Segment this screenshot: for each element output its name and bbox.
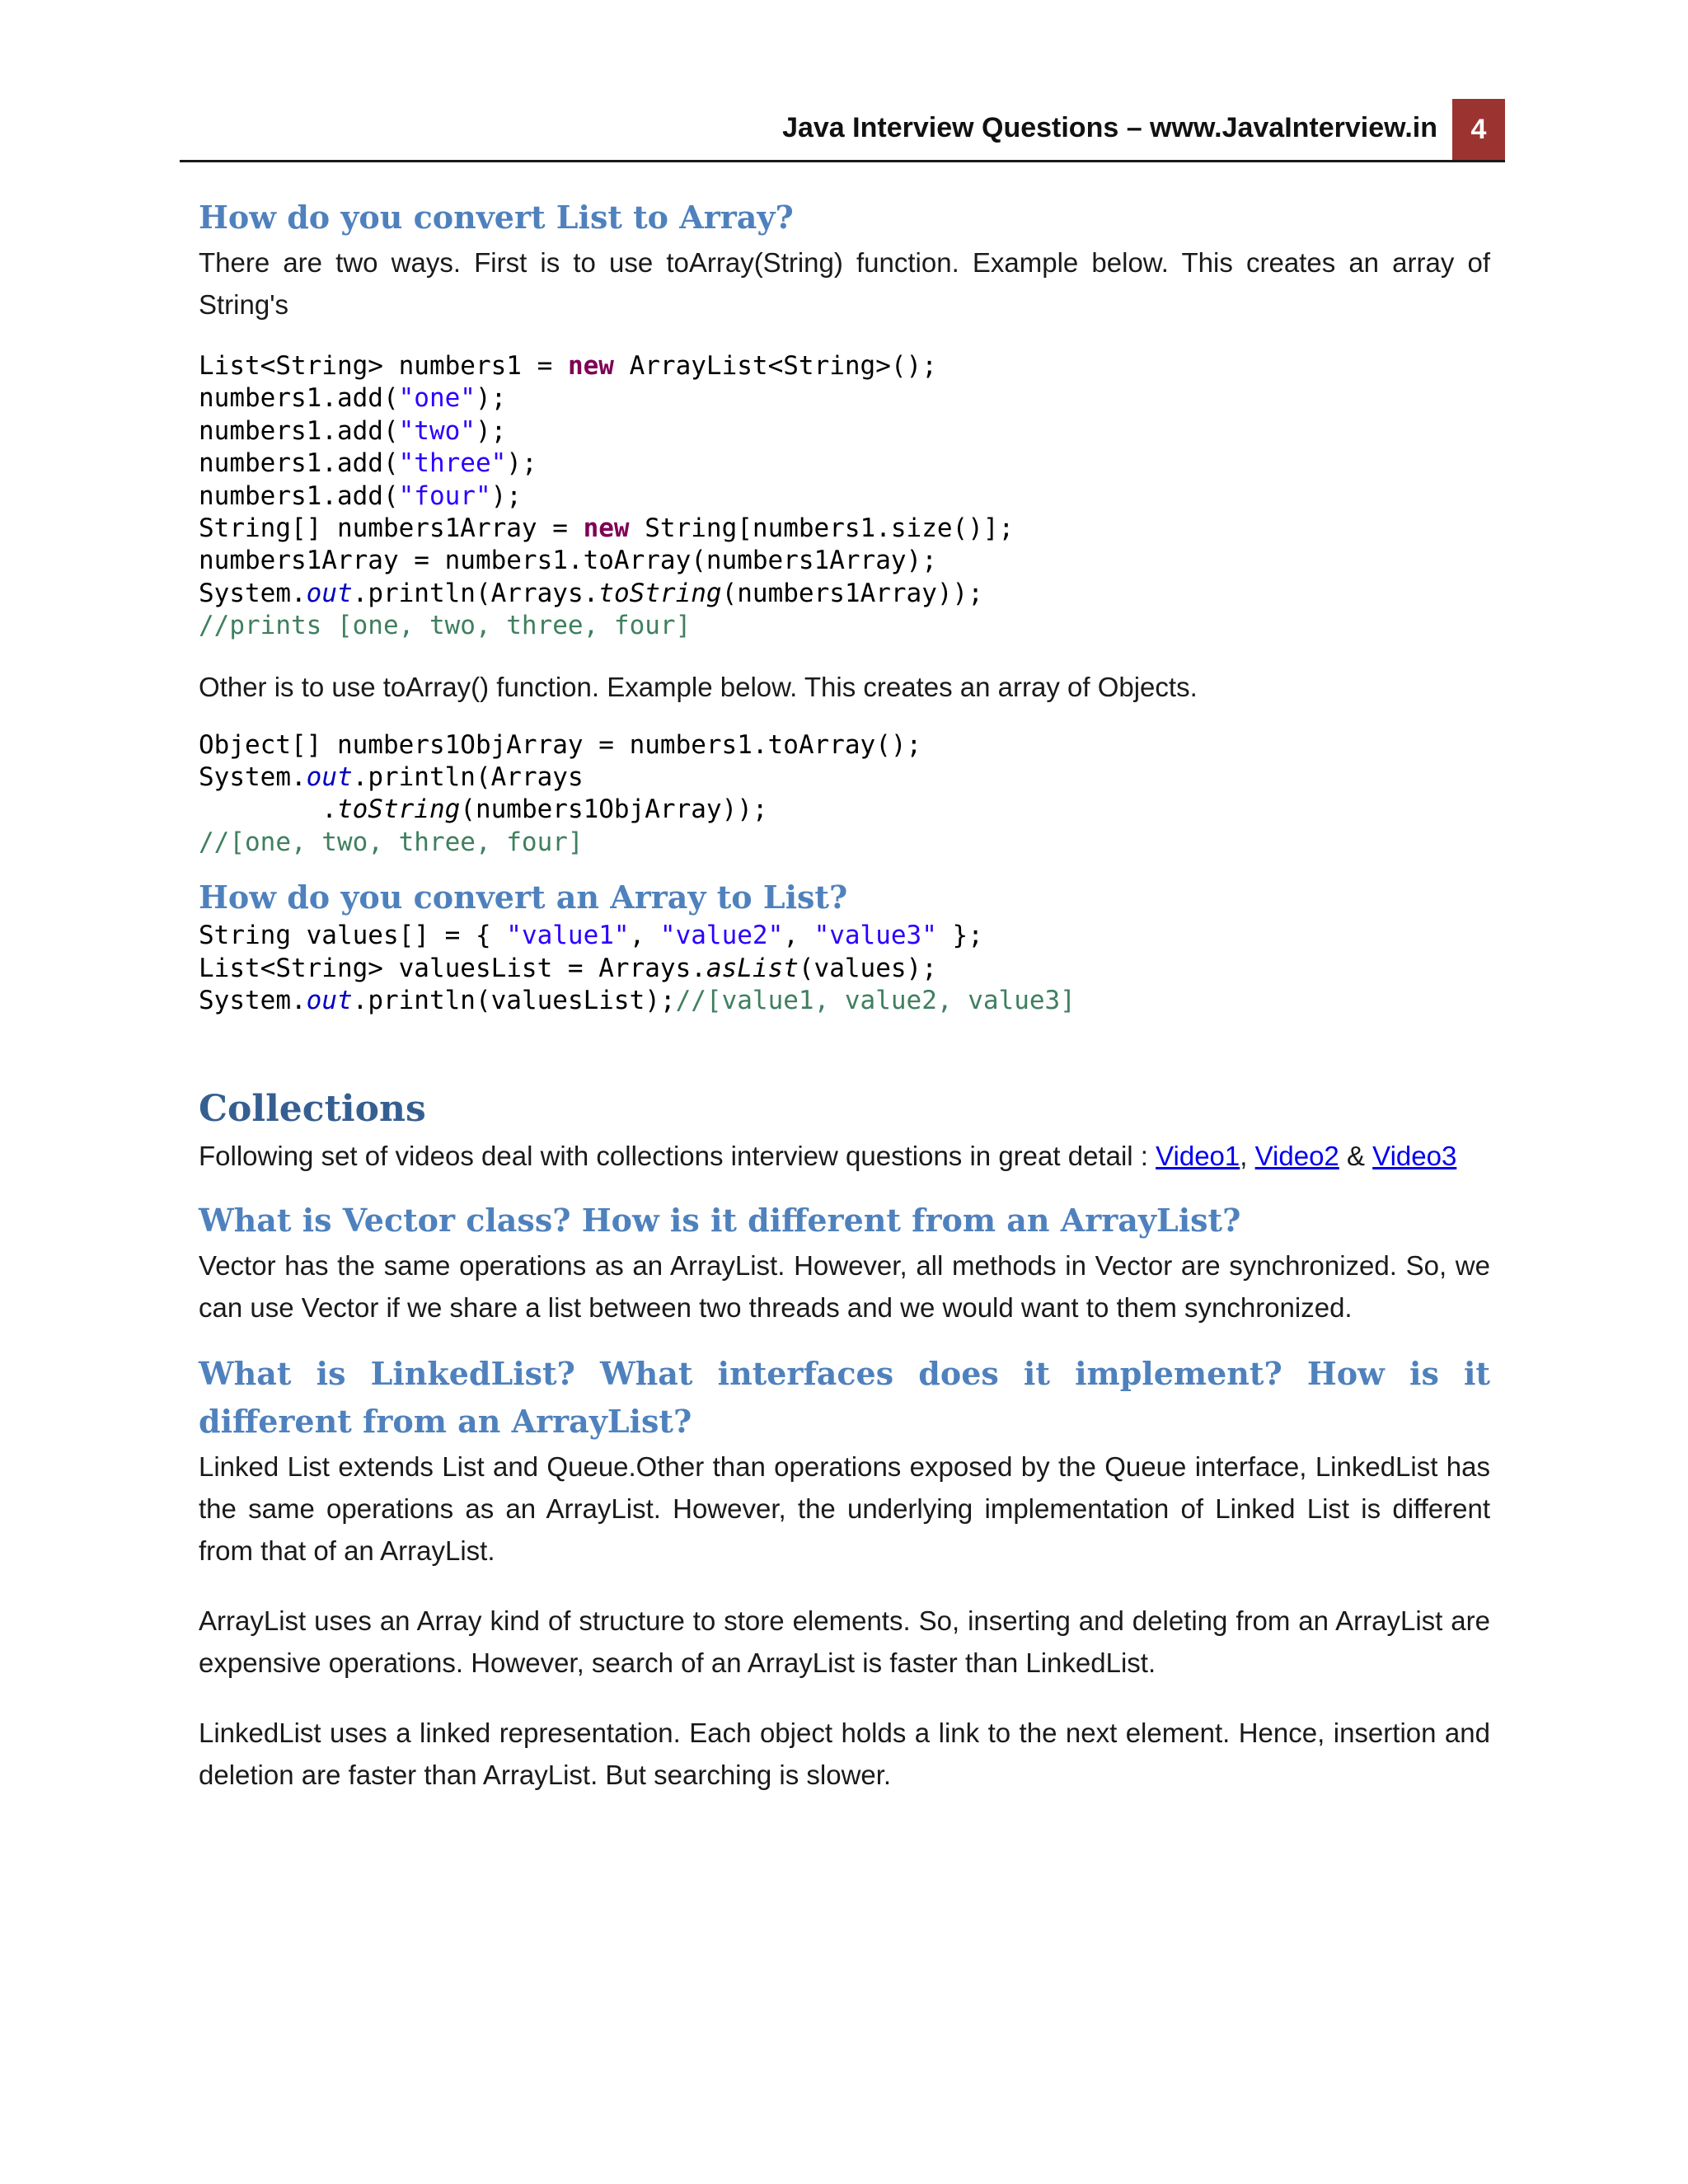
code-block-to-array-objects: Object[] numbers1ObjArray = numbers1.toArray(); System.out.println(Arrays .toString(numbers1ObjArray)); //[one, two, three, four]: [199, 729, 922, 857]
page-header: [180, 99, 1505, 162]
link-video2[interactable]: Video2: [1254, 1140, 1339, 1171]
paragraph-vector: Vector has the same operations as an ArrayList. However, all methods in Vector are synchronized. So, we can use Vector if we share a list between two threads and we would want to them synchronized.: [199, 1249, 1490, 1323]
page-content: [199, 194, 1490, 1796]
paragraph-list-to-array-intro: There are two ways. First is to use toArray(String) function. Example below. This creates an array of String's: [199, 247, 1490, 320]
paragraph-linkedlist-3: LinkedList uses a linked representation. Each object holds a link to the next element. Hence, insertion and deletion are faster than ArrayList. But searching is slower.: [199, 1717, 1490, 1790]
paragraph-linkedlist-1: Linked List extends List and Queue.Other than operations exposed by the Queue interface, LinkedList has the same operations as an ArrayList. However, the underlying implementation of Linked List is different from that of an ArrayList.: [199, 1451, 1490, 1566]
paragraph-to-array-objects: Other is to use toArray() function. Example below. This creates an array of Objects.: [199, 671, 1198, 702]
heading-list-to-array: How do you convert List to Array?: [199, 199, 794, 236]
code-block-list-to-array: List<String> numbers1 = new ArrayList<String>(); numbers1.add("one"); numbers1.add("two"); numbers1.add("three"); numbers1.add("four"); String[] numbers1Array = new String[numbers1.size()]; numbers1Array = numbers1.toArray(numbers1Array); System.out.println(Arrays.toString(numbers1Array)); //prints [one, two, three, four]: [199, 351, 1015, 641]
link-video3[interactable]: Video3: [1372, 1140, 1457, 1171]
heading-array-to-list: How do you convert an Array to List?: [199, 879, 848, 916]
heading-vector: What is Vector class? How is it different from an ArrayList?: [199, 1201, 1241, 1239]
heading-collections: Collections: [199, 1087, 426, 1130]
paragraph-collections-videos: Following set of videos deal with collections interview questions in great detail : Video1, Video2 & Video3: [199, 1140, 1457, 1171]
code-block-array-to-list: String values[] = { "value1", "value2", "value3" }; List<String> valuesList = Arrays.asList(values); System.out.println(valuesList);//[value1, value2, value3]: [199, 921, 1076, 1016]
paragraph-linkedlist-2: ArrayList uses an Array kind of structure to store elements. So, inserting and deleting from an ArrayList are expensive operations. However, search of an ArrayList is faster than LinkedList.: [199, 1605, 1490, 1678]
page-number-badge: 4: [1452, 99, 1505, 160]
header-title: Java Interview Questions – www.JavaInterview.in: [782, 112, 1437, 143]
heading-linkedlist: What is LinkedList? What interfaces does it implement? How is it different from an ArrayList?: [199, 1354, 1490, 1440]
link-video1[interactable]: Video1: [1156, 1140, 1240, 1171]
